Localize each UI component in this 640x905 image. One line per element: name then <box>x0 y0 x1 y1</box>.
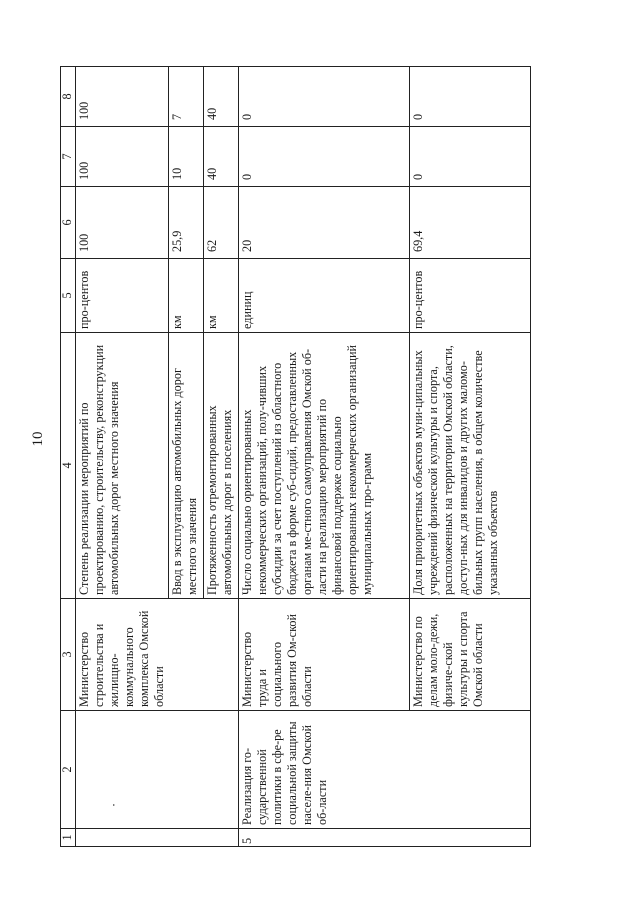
value-cell: 100 <box>76 187 169 259</box>
col-header-5: 5 <box>61 259 76 333</box>
header-row <box>61 67 76 847</box>
scan-mark: · <box>107 802 121 807</box>
unit-cell: про-центов <box>410 259 531 333</box>
ministry-cell: Министерство строительства и жилищно-коммунального комплекса Омской области <box>76 599 239 711</box>
program-cell: Реализация го-сударственной политики в сфе-ре социальной защиты населе-ния Омской об-ласти <box>239 711 531 829</box>
data-table <box>60 66 531 847</box>
value-cell: 0 <box>239 127 410 187</box>
row-number <box>76 829 239 847</box>
ministry-cell: Министерство труда и социального развития Ом-ской области <box>239 599 410 711</box>
value-cell: 7 <box>169 67 204 127</box>
col-header-6: 6 <box>61 187 76 259</box>
table-row <box>76 67 169 847</box>
unit-cell: единиц <box>239 259 410 333</box>
page-number: 10 <box>29 431 46 447</box>
value-cell: 62 <box>204 187 239 259</box>
unit-cell: км <box>204 259 239 333</box>
value-cell: 0 <box>410 127 531 187</box>
col-header-1: 1 <box>61 829 76 847</box>
table-row <box>239 67 410 847</box>
col-header-8: 8 <box>61 67 76 127</box>
value-cell: 100 <box>76 67 169 127</box>
unit-cell: про-центов <box>76 259 169 333</box>
indicator-cell: Протяженность отремонтированных автомобильных дорог в поселениях <box>204 333 239 599</box>
value-cell: 20 <box>239 187 410 259</box>
unit-cell: км <box>169 259 204 333</box>
value-cell: 40 <box>204 127 239 187</box>
col-header-2: 2 <box>61 711 76 829</box>
indicator-cell: Доля приоритетных объектов муни-ципальных учреждений физической культуры и спорта, расположенных на территории Омской области, доступ-ных для инвалидов и других маломо-бильных групп населения, в общем количестве указанных объектов <box>410 333 531 599</box>
col-header-3: 3 <box>61 599 76 711</box>
value-cell: 69,4 <box>410 187 531 259</box>
indicator-cell: Степень реализации мероприятий по проектированию, строительству, реконструкции автомобильных дорог местного значения <box>76 333 169 599</box>
col-header-7: 7 <box>61 127 76 187</box>
value-cell: 0 <box>239 67 410 127</box>
value-cell: 40 <box>204 67 239 127</box>
col-header-4: 4 <box>61 333 76 599</box>
value-cell: 10 <box>169 127 204 187</box>
indicator-cell: Ввод в эксплуатацию автомобильных дорог местного значения <box>169 333 204 599</box>
value-cell: 25,9 <box>169 187 204 259</box>
value-cell: 0 <box>410 67 531 127</box>
value-cell: 100 <box>76 127 169 187</box>
row-number: 5 <box>239 829 531 847</box>
table-container <box>60 67 500 847</box>
indicator-cell: Число социально ориентированных некоммерческих организаций, полу-чивших субсидии за счет поступлений из областного бюджета в форме суб-сидий, предоставленных органам ме-стного самоуправления Омской об-ласти на реализацию мероприятий по финансовой поддержке социально ориентированных некоммерческих организаций муниципальных про-грамм <box>239 333 410 599</box>
program-cell <box>76 711 239 829</box>
ministry-cell: Министерство по делам моло-дежи, физиче-ской культуры и спорта Омской области <box>410 599 531 711</box>
